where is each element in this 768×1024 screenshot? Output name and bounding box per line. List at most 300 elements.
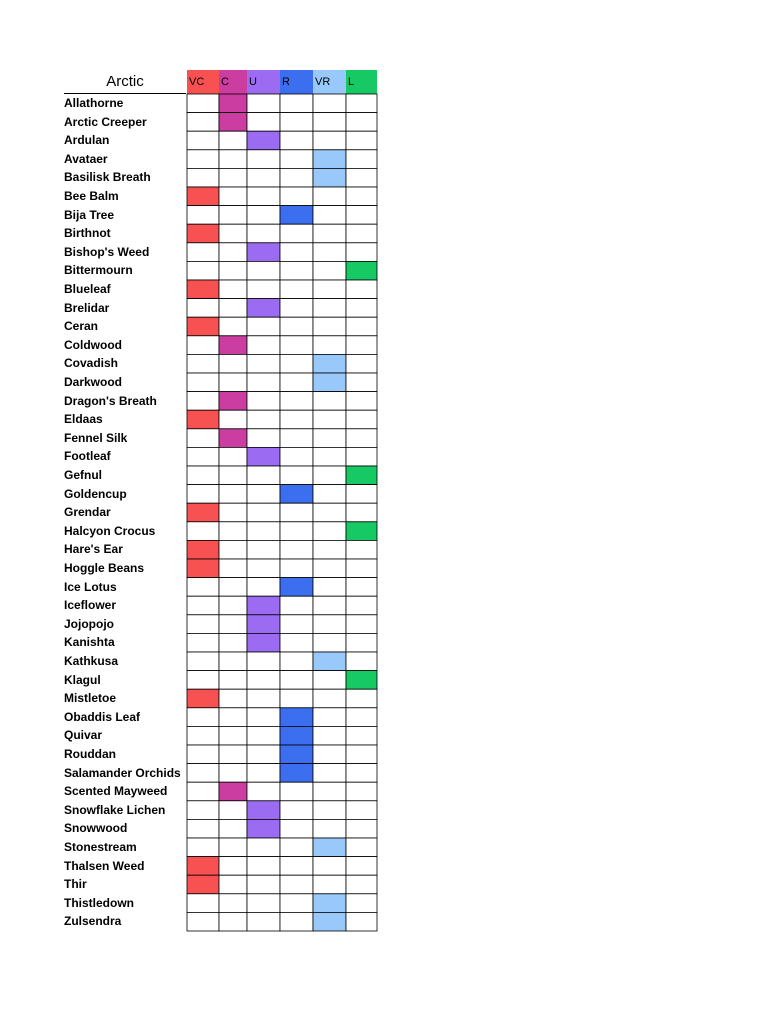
herb-name: Halcyon Crocus <box>64 523 156 538</box>
rarity-cell <box>219 838 247 857</box>
rarity-cell <box>247 113 280 132</box>
herb-name: Scented Mayweed <box>64 784 168 799</box>
rarity-cell <box>219 354 247 373</box>
rarity-cell-filled <box>187 410 219 429</box>
rarity-cell <box>247 522 280 541</box>
rarity-cell-filled <box>187 857 219 876</box>
rarity-cell <box>219 168 247 187</box>
rarity-cell <box>346 131 377 150</box>
rarity-cell-filled <box>280 578 313 597</box>
rarity-cell <box>280 447 313 466</box>
rarity-cell <box>280 875 313 894</box>
rarity-cell <box>219 857 247 876</box>
rarity-cell-filled <box>280 206 313 225</box>
column-header-u: U <box>247 70 280 94</box>
rarity-cell <box>280 819 313 838</box>
rarity-cell-filled <box>247 633 280 652</box>
rarity-cell <box>219 596 247 615</box>
rarity-cell <box>346 912 377 931</box>
herb-name: Salamander Orchids <box>64 765 181 780</box>
rarity-cell-filled <box>280 745 313 764</box>
rarity-cell-filled <box>247 615 280 634</box>
rarity-cell <box>187 168 219 187</box>
rarity-cell <box>346 113 377 132</box>
herb-name: Ice Lotus <box>64 579 117 594</box>
herb-name: Iceflower <box>64 598 117 613</box>
rarity-cell <box>280 689 313 708</box>
rarity-cell-filled <box>219 94 247 113</box>
rarity-cell-filled <box>313 894 346 913</box>
rarity-cell <box>187 485 219 504</box>
rarity-cell <box>219 261 247 280</box>
rarity-cell <box>346 280 377 299</box>
rarity-cell <box>346 94 377 113</box>
herb-name: Stonestream <box>64 840 137 854</box>
herb-name: Hare's Ear <box>64 542 123 557</box>
rarity-cell <box>346 745 377 764</box>
rarity-cell <box>313 392 346 411</box>
rarity-cell <box>247 540 280 559</box>
rarity-cell <box>219 187 247 206</box>
rarity-cell <box>313 689 346 708</box>
rarity-cell-filled <box>187 689 219 708</box>
rarity-cell <box>313 299 346 318</box>
rarity-cell-filled <box>313 912 346 931</box>
rarity-cell <box>187 373 219 392</box>
rarity-cell-filled <box>247 596 280 615</box>
rarity-cell <box>247 373 280 392</box>
rarity-cell <box>247 336 280 355</box>
rarity-cell <box>247 429 280 448</box>
rarity-cell <box>313 522 346 541</box>
rarity-cell-filled <box>313 168 346 187</box>
rarity-cell <box>346 206 377 225</box>
rarity-cell <box>346 354 377 373</box>
rarity-cell-filled <box>346 261 377 280</box>
rarity-cell <box>346 819 377 838</box>
rarity-cell-filled <box>187 540 219 559</box>
rarity-cell <box>187 894 219 913</box>
rarity-cell-filled <box>313 652 346 671</box>
rarity-cell <box>219 280 247 299</box>
rarity-cell <box>247 559 280 578</box>
rarity-cell <box>346 857 377 876</box>
rarity-cell <box>346 168 377 187</box>
rarity-cell-filled <box>219 336 247 355</box>
rarity-cell <box>313 280 346 299</box>
rarity-cell <box>313 671 346 690</box>
herb-name: Kathkusa <box>64 654 119 668</box>
rarity-cell <box>313 224 346 243</box>
rarity-cell <box>247 224 280 243</box>
rarity-cell-filled <box>346 466 377 485</box>
rarity-cell <box>187 261 219 280</box>
rarity-cell <box>280 354 313 373</box>
rarity-cell-filled <box>313 373 346 392</box>
rarity-cell <box>187 447 219 466</box>
rarity-cell <box>187 522 219 541</box>
rarity-cell <box>219 485 247 504</box>
column-header-c: C <box>219 70 247 94</box>
rarity-cell <box>219 373 247 392</box>
rarity-cell <box>346 410 377 429</box>
rarity-cell <box>346 708 377 727</box>
rarity-cell <box>187 782 219 801</box>
rarity-cell-filled <box>313 838 346 857</box>
rarity-cell <box>280 224 313 243</box>
rarity-cell <box>219 689 247 708</box>
rarity-cell <box>187 745 219 764</box>
herb-name: Zulsendra <box>64 914 122 929</box>
rarity-cell <box>187 206 219 225</box>
rarity-cell <box>280 150 313 169</box>
rarity-cell <box>219 540 247 559</box>
rarity-cell-filled <box>219 392 247 411</box>
rarity-cell <box>346 894 377 913</box>
rarity-cell <box>187 94 219 113</box>
rarity-cell <box>313 113 346 132</box>
rarity-cell <box>247 894 280 913</box>
rarity-cell <box>219 875 247 894</box>
herb-name: Coldwood <box>64 337 122 352</box>
rarity-cell <box>219 206 247 225</box>
rarity-cell <box>187 466 219 485</box>
rarity-cell <box>313 187 346 206</box>
rarity-cell <box>219 671 247 690</box>
rarity-cell <box>219 243 247 262</box>
rarity-cell <box>219 466 247 485</box>
rarity-cell <box>280 838 313 857</box>
herb-name: Arctic Creeper <box>64 114 147 129</box>
rarity-cell <box>346 150 377 169</box>
rarity-cell <box>313 875 346 894</box>
rarity-cell <box>313 540 346 559</box>
herb-name: Jojopojo <box>64 616 114 631</box>
rarity-cell <box>280 912 313 931</box>
herb-name: Snowflake Lichen <box>64 802 166 817</box>
rarity-cell <box>313 485 346 504</box>
rarity-cell <box>219 522 247 541</box>
herb-name: Mistletoe <box>64 691 117 706</box>
rarity-cell <box>187 578 219 597</box>
rarity-cell <box>280 652 313 671</box>
rarity-cell <box>346 503 377 522</box>
rarity-cell <box>247 782 280 801</box>
rarity-cell <box>280 299 313 318</box>
rarity-cell <box>313 429 346 448</box>
rarity-cell <box>313 633 346 652</box>
column-header-vc: VC <box>187 70 219 94</box>
rarity-cell <box>247 187 280 206</box>
column-header-vr: VR <box>313 70 346 94</box>
rarity-cell <box>313 261 346 280</box>
herb-name: Birthnot <box>64 226 111 241</box>
rarity-cell <box>313 410 346 429</box>
herb-name: Darkwood <box>64 375 123 389</box>
rarity-cell <box>187 113 219 132</box>
herb-name: Bishop's Weed <box>64 244 150 259</box>
rarity-cell <box>313 819 346 838</box>
herb-name: Allathorne <box>64 96 124 110</box>
rarity-cell <box>346 187 377 206</box>
herb-name: Brelidar <box>64 300 110 315</box>
rarity-cell <box>346 540 377 559</box>
rarity-cell <box>219 652 247 671</box>
rarity-cell-filled <box>280 485 313 504</box>
rarity-cell-filled <box>313 150 346 169</box>
rarity-cell <box>187 615 219 634</box>
herb-name: Avataer <box>64 151 108 166</box>
rarity-cell-filled <box>219 113 247 132</box>
rarity-cell <box>187 336 219 355</box>
rarity-cell <box>280 782 313 801</box>
rarity-cell <box>346 317 377 336</box>
herb-name: Bittermourn <box>64 263 133 278</box>
rarity-cell-filled <box>247 447 280 466</box>
rarity-cell <box>247 485 280 504</box>
rarity-cell <box>247 150 280 169</box>
rarity-cell <box>187 392 219 411</box>
rarity-cell <box>280 801 313 820</box>
rarity-cell <box>346 299 377 318</box>
rarity-cell <box>187 131 219 150</box>
rarity-cell <box>247 392 280 411</box>
rarity-cell <box>280 392 313 411</box>
rarity-cell <box>219 131 247 150</box>
rarity-cell <box>313 466 346 485</box>
herb-name: Kanishta <box>64 635 115 650</box>
rarity-cell <box>280 671 313 690</box>
rarity-cell <box>280 336 313 355</box>
rarity-cell <box>219 633 247 652</box>
rarity-cell <box>247 857 280 876</box>
rarity-cell <box>280 94 313 113</box>
rarity-cell <box>346 652 377 671</box>
rarity-cell <box>247 764 280 783</box>
rarity-cell-filled <box>219 429 247 448</box>
rarity-cell <box>346 243 377 262</box>
rarity-cell <box>247 912 280 931</box>
rarity-cell <box>219 150 247 169</box>
rarity-cell <box>280 317 313 336</box>
rarity-cell <box>346 875 377 894</box>
rarity-cell <box>247 671 280 690</box>
rarity-cell <box>313 336 346 355</box>
herb-name: Klagul <box>64 672 101 687</box>
rarity-cell <box>313 801 346 820</box>
rarity-cell <box>219 726 247 745</box>
rarity-cell-filled <box>247 131 280 150</box>
rarity-cell <box>187 150 219 169</box>
rarity-cell <box>313 131 346 150</box>
rarity-cell <box>280 615 313 634</box>
rarity-cell <box>313 578 346 597</box>
herb-name: Gefnul <box>64 468 102 482</box>
sheet-title: Arctic <box>64 70 186 94</box>
rarity-cell <box>247 410 280 429</box>
rarity-cell <box>219 745 247 764</box>
herb-name: Covadish <box>64 356 119 371</box>
rarity-cell <box>219 447 247 466</box>
rarity-cell <box>280 261 313 280</box>
rarity-cell-filled <box>247 801 280 820</box>
rarity-cell <box>187 354 219 373</box>
rarity-cell <box>280 131 313 150</box>
rarity-cell <box>219 708 247 727</box>
rarity-cell <box>280 522 313 541</box>
herb-name: Bija Tree <box>64 207 115 222</box>
rarity-cell-filled <box>187 224 219 243</box>
rarity-cell-filled <box>247 243 280 262</box>
rarity-cell <box>247 168 280 187</box>
rarity-cell <box>280 280 313 299</box>
rarity-cell <box>346 801 377 820</box>
rarity-cell <box>346 689 377 708</box>
herb-name: Obaddis Leaf <box>64 709 141 724</box>
rarity-cell <box>187 801 219 820</box>
herb-name: Blueleaf <box>64 282 111 296</box>
rarity-cell <box>219 224 247 243</box>
rarity-cell-filled <box>247 819 280 838</box>
rarity-cell <box>187 299 219 318</box>
rarity-cell <box>247 875 280 894</box>
rarity-cell <box>247 838 280 857</box>
rarity-cell-filled <box>280 764 313 783</box>
rarity-cell <box>219 317 247 336</box>
rarity-cell-filled <box>187 187 219 206</box>
rarity-cell <box>247 689 280 708</box>
rarity-cell <box>187 243 219 262</box>
rarity-cell <box>219 299 247 318</box>
rarity-cell <box>247 466 280 485</box>
rarity-cell <box>346 373 377 392</box>
rarity-cell <box>187 671 219 690</box>
rarity-cell <box>280 466 313 485</box>
rarity-cell <box>187 708 219 727</box>
rarity-cell <box>280 857 313 876</box>
rarity-cell <box>346 392 377 411</box>
herb-name: Snowwood <box>64 821 128 836</box>
rarity-cell <box>187 838 219 857</box>
rarity-cell-filled <box>187 875 219 894</box>
rarity-cell <box>187 819 219 838</box>
rarity-cell <box>313 857 346 876</box>
rarity-cell-filled <box>247 299 280 318</box>
rarity-cell <box>247 354 280 373</box>
rarity-cell <box>346 336 377 355</box>
rarity-cell <box>313 503 346 522</box>
rarity-cell <box>346 429 377 448</box>
rarity-cell <box>247 745 280 764</box>
rarity-cell <box>187 652 219 671</box>
rarity-cell <box>219 764 247 783</box>
rarity-cell <box>280 187 313 206</box>
herb-name: Thistledown <box>64 895 134 910</box>
rarity-cell <box>247 317 280 336</box>
rarity-cell <box>247 726 280 745</box>
rarity-cell <box>247 280 280 299</box>
rarity-cell <box>219 615 247 634</box>
rarity-cell <box>280 540 313 559</box>
rarity-cell <box>313 317 346 336</box>
rarity-cell <box>313 745 346 764</box>
rarity-cell <box>247 578 280 597</box>
column-header-r: R <box>280 70 313 94</box>
rarity-cell-filled <box>219 782 247 801</box>
rarity-cell <box>280 429 313 448</box>
rarity-cell <box>280 168 313 187</box>
herb-name: Quivar <box>64 728 103 743</box>
rarity-cell-filled <box>313 354 346 373</box>
herb-name: Fennel Silk <box>64 430 128 445</box>
rarity-cell <box>187 726 219 745</box>
rarity-cell <box>247 503 280 522</box>
herb-name: Footleaf <box>64 449 111 464</box>
rarity-cell <box>313 596 346 615</box>
herb-name: Eldaas <box>64 412 103 427</box>
herb-name: Thir <box>64 877 87 892</box>
rarity-cell <box>313 615 346 634</box>
column-header-l: L <box>346 70 377 94</box>
rarity-cell <box>187 912 219 931</box>
rarity-cell <box>187 764 219 783</box>
rarity-cell <box>187 596 219 615</box>
rarity-cell-filled <box>280 708 313 727</box>
rarity-cell <box>280 243 313 262</box>
herb-name: Bee Balm <box>64 189 119 203</box>
rarity-cell-filled <box>280 726 313 745</box>
rarity-cell <box>247 94 280 113</box>
rarity-cell <box>313 243 346 262</box>
rarity-cell <box>313 782 346 801</box>
rarity-cell <box>313 206 346 225</box>
rarity-cell <box>313 726 346 745</box>
herb-name: Goldencup <box>64 486 127 501</box>
rarity-cell-filled <box>187 280 219 299</box>
rarity-cell <box>280 373 313 392</box>
rarity-cell <box>187 633 219 652</box>
rarity-cell <box>280 113 313 132</box>
rarity-cell-filled <box>346 522 377 541</box>
rarity-cell <box>346 596 377 615</box>
rarity-cell <box>280 633 313 652</box>
rarity-cell <box>219 819 247 838</box>
rarity-cell <box>313 708 346 727</box>
herb-name: Thalsen Weed <box>64 858 145 873</box>
rarity-cell <box>219 578 247 597</box>
rarity-cell <box>346 633 377 652</box>
rarity-cell <box>346 782 377 801</box>
herb-name: Rouddan <box>64 747 116 761</box>
rarity-cell <box>313 94 346 113</box>
rarity-cell-filled <box>187 559 219 578</box>
rarity-cell <box>219 410 247 429</box>
rarity-cell-filled <box>187 503 219 522</box>
rarity-cell <box>280 559 313 578</box>
rarity-cell <box>247 708 280 727</box>
herb-name: Ardulan <box>64 133 110 148</box>
rarity-cell <box>346 559 377 578</box>
rarity-cell <box>346 578 377 597</box>
rarity-cell <box>346 447 377 466</box>
rarity-cell <box>280 596 313 615</box>
rarity-cell <box>346 485 377 504</box>
rarity-cell <box>187 429 219 448</box>
rarity-cell <box>280 894 313 913</box>
rarity-cell-filled <box>187 317 219 336</box>
rarity-cell <box>313 447 346 466</box>
rarity-cell <box>313 559 346 578</box>
